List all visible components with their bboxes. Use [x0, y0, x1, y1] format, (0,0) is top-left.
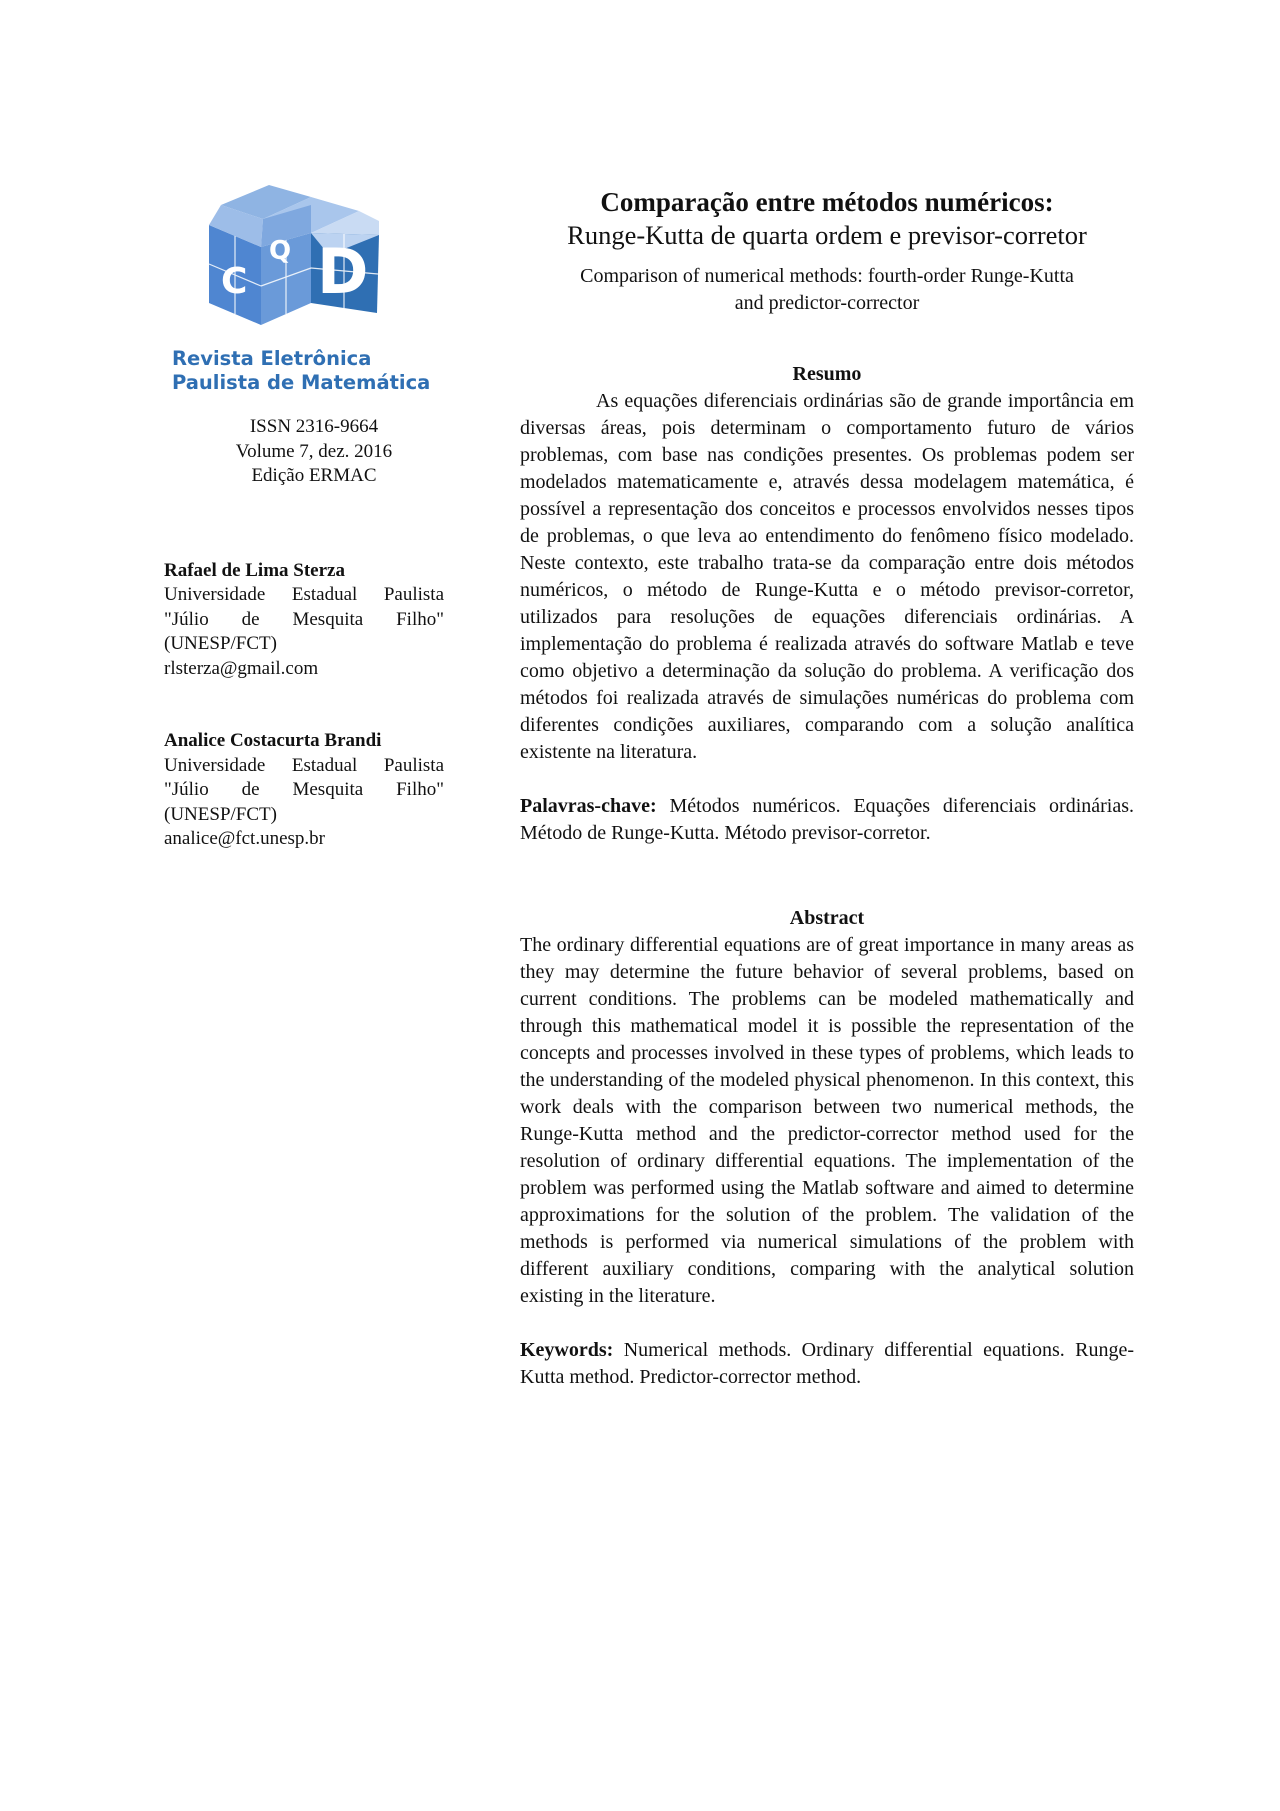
keywords-label: Keywords: [520, 1339, 614, 1361]
abstract-heading: Abstract [789, 907, 865, 929]
author-block [164, 729, 444, 852]
palavras-chave-label: Palavras-chave: [520, 795, 657, 817]
journal-sidebar [164, 185, 444, 852]
resumo-heading: Resumo [792, 363, 862, 385]
journal-name-line: Paulista de Matemática [172, 371, 431, 394]
author-block [164, 559, 444, 682]
article-subtitle: Runge-Kutta de quarta ordem e previsor-corretor [567, 220, 1087, 250]
resumo-text: As equações diferenciais ordinárias são de grande importância em diversas áreas, pois determinam o comportamento futuro de vários problemas, com base nas condições presentes. Os problemas podem ser modelados matematicamente e, através dessa modelagem matemática, é possível a representação dos conceitos e processos envolvidos nesses tipos de problemas, o que leva ao entendimento do fenômeno físico modelado. Neste contexto, este trabalho trata-se da comparação entre dois métodos numéricos, o método de Runge-Kutta e o método previsor-corretor, utilizados para resoluções de equações diferenciais ordinárias. A implementação do problema é realizada através do software Matlab e teve como objetivo a determinação da solução do problema. A verificação dos métodos foi realizada através de simulações numéricas do problema com diferentes condições auxiliares, comparando com a solução analítica existente na literatura. [520, 390, 1134, 763]
issn: ISSN 2316-9664 [249, 416, 379, 437]
author-affiliation-short: (UNESP/FCT) [164, 803, 277, 825]
palavras-chave-text: Métodos numéricos. Equações diferenciais ordinárias. Método de Runge-Kutta. Método previsor-corretor. [520, 795, 1135, 844]
palavras-chave [520, 793, 1134, 847]
logo-letter-c: C [221, 261, 248, 302]
publication-info [164, 415, 444, 489]
author-affiliation: "Júlio de Mesquita Filho" [164, 608, 444, 630]
abstract-text: The ordinary differential equations are of great importance in many areas as they may determine the future behavior of several problems, based on current conditions. The problems can be modeled mathematically and through this mathematical model it is possible the representation of the concepts and processes involved in these types of problems, which leads to the understanding of the modeled physical phenomenon. In this context, this work deals with the comparison between two numerical methods, the Runge-Kutta method and the predictor-corrector method used for the resolution of ordinary differential equations. The implementation of the problem was performed using the Matlab software and aimed to determine approximations for the solution of the problem. The validation of the methods is performed via numerical simulations of the problem with different auxiliary conditions, comparing with the analytical solution existing in the literature. [520, 934, 1134, 1307]
english-title-line: and predictor-corrector [734, 292, 920, 314]
author-affiliation: Universidade Estadual Paulista [164, 754, 444, 776]
logo-letter-d: D [317, 235, 369, 308]
keywords [520, 1337, 1134, 1391]
edition: Edição ERMAC [251, 465, 377, 486]
author-name: Rafael de Lima Sterza [164, 559, 345, 581]
logo-letter-q: Q [269, 236, 292, 266]
author-affiliation-short: (UNESP/FCT) [164, 633, 277, 654]
journal-name [172, 347, 430, 395]
journal-logo [164, 185, 444, 405]
author-name: Analice Costacurta Brandi [164, 730, 382, 751]
article-body [520, 185, 1134, 1391]
volume: Volume 7, dez. 2016 [235, 440, 393, 462]
article-title: Comparação entre métodos numéricos: [600, 187, 1054, 217]
cqd-cube-logo-icon [199, 185, 389, 335]
author-email[interactable]: analice@fct.unesp.br [164, 828, 325, 849]
author-affiliation: "Júlio de Mesquita Filho" [164, 779, 444, 800]
author-email[interactable]: rlsterza@gmail.com [164, 657, 319, 679]
journal-name-line: Revista Eletrônica [172, 347, 372, 370]
english-title-line: Comparison of numerical methods: fourth-order Runge-Kutta [580, 265, 1074, 287]
english-title [520, 263, 1134, 317]
keywords-text: Numerical methods. Ordinary differential equations. Runge-Kutta method. Predictor-corrector method. [520, 1339, 1134, 1388]
author-affiliation: Universidade Estadual Paulista [164, 584, 444, 605]
